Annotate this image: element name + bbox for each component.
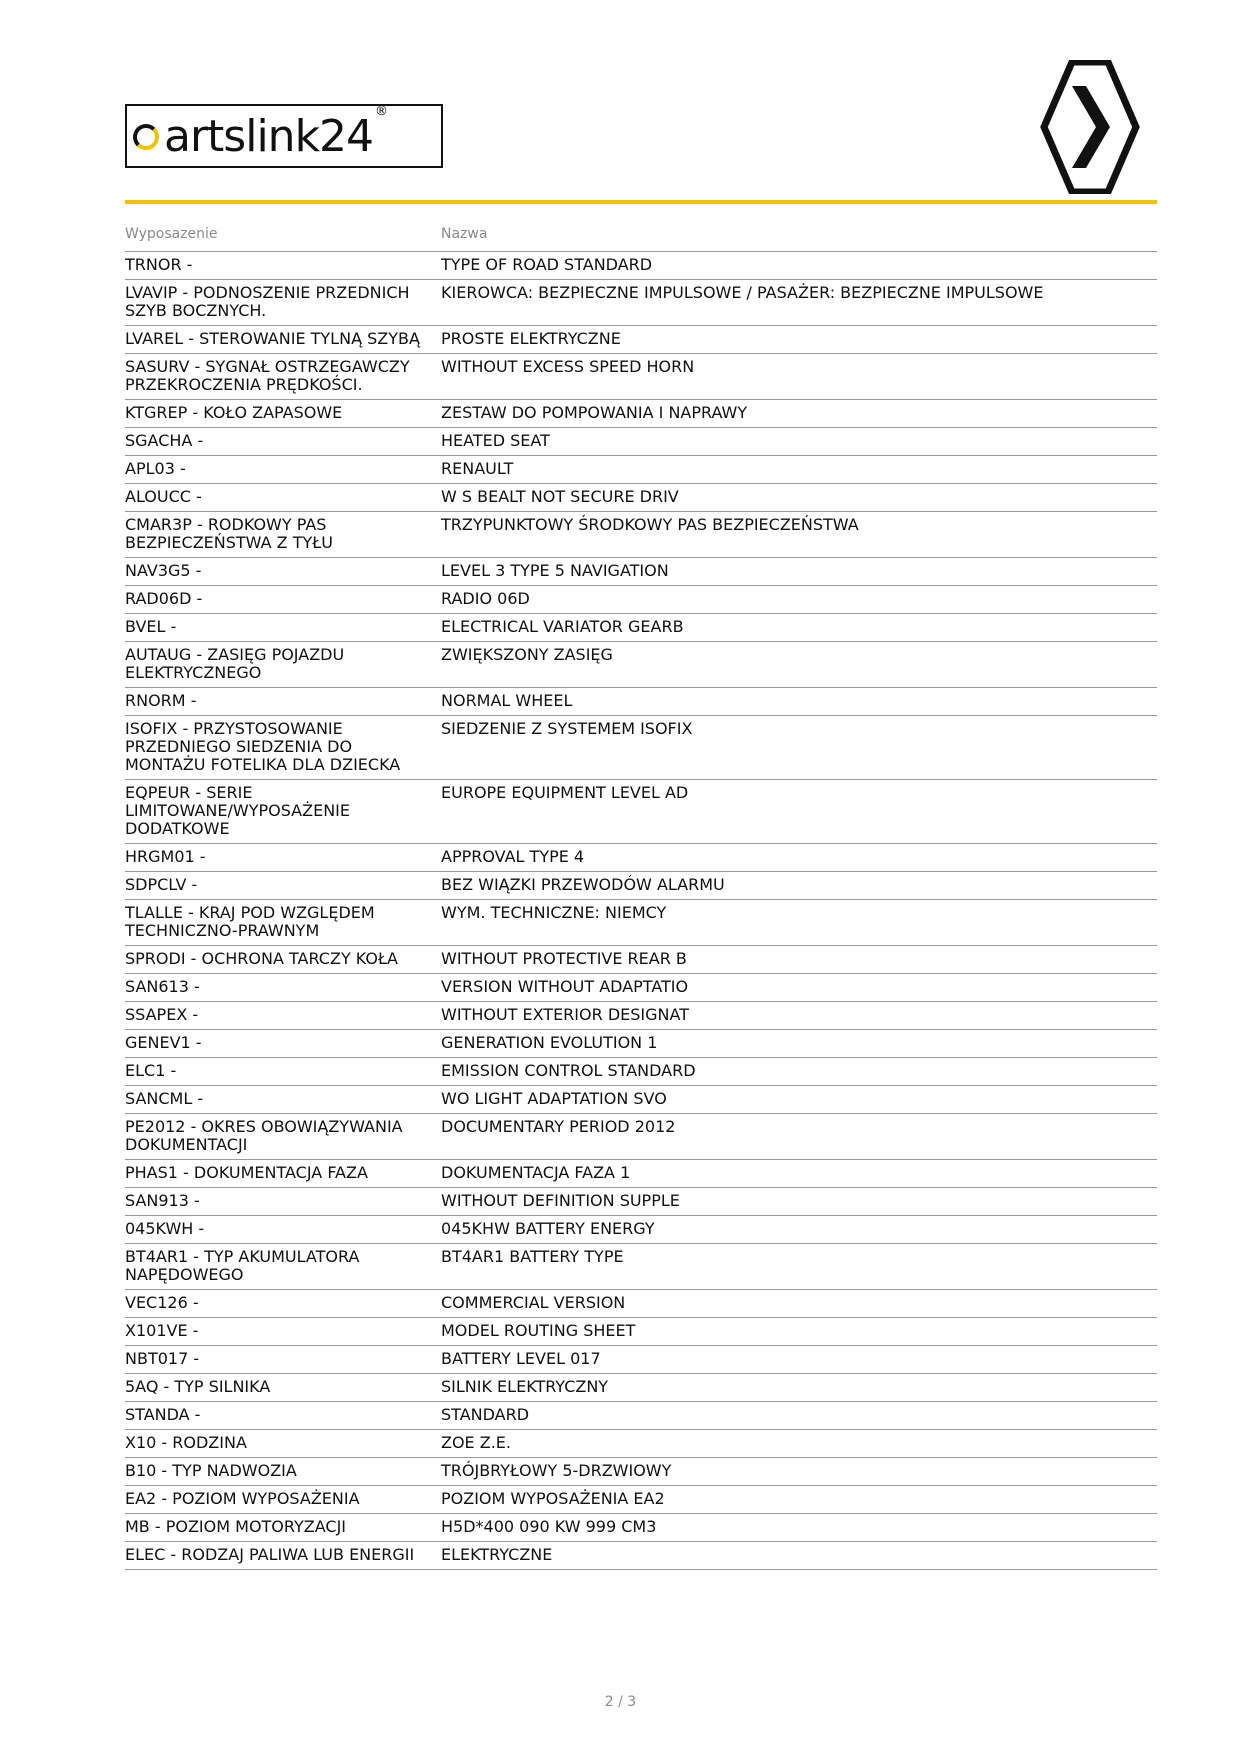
logo-registered-mark: ® — [375, 104, 389, 119]
table-row — [125, 899, 1157, 945]
equipment-name-cell: RADIO 06D — [441, 589, 530, 608]
table-row — [125, 1243, 1157, 1289]
table-row — [125, 1159, 1157, 1187]
equipment-code-cell: ALOUCC - — [125, 487, 202, 506]
table-row — [125, 945, 1157, 973]
equipment-name-cell: WYM. TECHNICZNE: NIEMCY — [441, 903, 667, 922]
equipment-name-cell: ELECTRICAL VARIATOR GEARB — [441, 617, 684, 636]
equipment-name-cell: BATTERY LEVEL 017 — [441, 1349, 601, 1368]
equipment-code-cell: SAN913 - — [125, 1191, 200, 1210]
equipment-name-cell: WITHOUT DEFINITION SUPPLE — [441, 1191, 680, 1210]
equipment-name-cell: MODEL ROUTING SHEET — [441, 1321, 636, 1340]
equipment-name-cell: APPROVAL TYPE 4 — [441, 847, 585, 866]
table-row — [125, 613, 1157, 641]
equipment-name-cell: BEZ WIĄZKI PRZEWODÓW ALARMU — [441, 875, 725, 894]
equipment-code-cell: SASURV - SYGNAŁ OSTRZEGAWCZY PRZEKROCZENIA PRĘDKOŚCI. — [125, 357, 410, 394]
logo-p-mark-icon — [133, 116, 163, 156]
table-row — [125, 1513, 1157, 1541]
equipment-name-cell: POZIOM WYPOSAŻENIA EA2 — [441, 1489, 665, 1508]
equipment-code-cell: SGACHA - — [125, 431, 204, 450]
table-row — [125, 427, 1157, 455]
column-header-equipment: Wyposazenie — [125, 226, 218, 242]
table-row — [125, 973, 1157, 1001]
equipment-name-cell: STANDARD — [441, 1405, 530, 1424]
table-row — [125, 1345, 1157, 1373]
table-row — [125, 399, 1157, 427]
equipment-name-cell: ZESTAW DO POMPOWANIA I NAPRAWY — [441, 403, 748, 422]
table-row — [125, 1485, 1157, 1513]
equipment-code-cell: PE2012 - OKRES OBOWIĄZYWANIA DOKUMENTACJI — [125, 1117, 403, 1154]
table-row — [125, 779, 1157, 843]
equipment-name-cell: BT4AR1 BATTERY TYPE — [441, 1247, 624, 1266]
table-row — [125, 1029, 1157, 1057]
equipment-code-cell: BVEL - — [125, 617, 177, 636]
equipment-name-cell: RENAULT — [441, 459, 514, 478]
table-row — [125, 1215, 1157, 1243]
equipment-name-cell: TYPE OF ROAD STANDARD — [441, 255, 653, 274]
table-row — [125, 1085, 1157, 1113]
equipment-name-cell: SILNIK ELEKTRYCZNY — [441, 1377, 609, 1396]
table-row — [125, 1001, 1157, 1029]
table-row — [125, 715, 1157, 779]
table-row — [125, 325, 1157, 353]
table-row — [125, 279, 1157, 325]
table-row — [125, 1541, 1157, 1569]
equipment-name-cell: H5D*400 090 KW 999 CM3 — [441, 1517, 657, 1536]
equipment-name-cell: GENERATION EVOLUTION 1 — [441, 1033, 658, 1052]
equipment-code-cell: EQPEUR - SERIE LIMITOWANE/WYPOSAŻENIE DODATKOWE — [125, 783, 350, 838]
equipment-code-cell: 045KWH - — [125, 1219, 205, 1238]
table-bottom-border — [125, 1569, 1157, 1570]
table-row — [125, 687, 1157, 715]
equipment-name-cell: WO LIGHT ADAPTATION SVO — [441, 1089, 667, 1108]
equipment-code-cell: PHAS1 - DOKUMENTACJA FAZA — [125, 1163, 368, 1182]
equipment-code-cell: GENEV1 - — [125, 1033, 202, 1052]
partslink24-logo — [125, 104, 443, 168]
equipment-name-cell: WITHOUT EXTERIOR DESIGNAT — [441, 1005, 689, 1024]
page-number: 2 / 3 — [604, 1694, 637, 1710]
equipment-code-cell: RNORM - — [125, 691, 197, 710]
equipment-code-cell: SSAPEX - — [125, 1005, 199, 1024]
equipment-code-cell: KTGREP - KOŁO ZAPASOWE — [125, 403, 343, 422]
table-header — [125, 226, 1157, 251]
equipment-name-cell: SIEDZENIE Z SYSTEMEM ISOFIX — [441, 719, 693, 738]
equipment-name-cell: DOKUMENTACJA FAZA 1 — [441, 1163, 631, 1182]
table-row — [125, 871, 1157, 899]
equipment-code-cell: SANCML - — [125, 1089, 204, 1108]
equipment-code-cell: LVAVIP - PODNOSZENIE PRZEDNICH SZYB BOCZNYCH. — [125, 283, 410, 320]
table-row — [125, 511, 1157, 557]
table-row — [125, 1401, 1157, 1429]
table-row — [125, 585, 1157, 613]
table-row — [125, 251, 1157, 279]
table-row — [125, 641, 1157, 687]
equipment-code-cell: ELEC - RODZAJ PALIWA LUB ENERGII — [125, 1545, 415, 1564]
table-row — [125, 353, 1157, 399]
equipment-code-cell: X101VE - — [125, 1321, 199, 1340]
equipment-code-cell: APL03 - — [125, 459, 186, 478]
equipment-name-cell: KIEROWCA: BEZPIECZNE IMPULSOWE / PASAŻER: BEZPIECZNE IMPULSOWE — [441, 283, 1044, 302]
table-row — [125, 1429, 1157, 1457]
equipment-code-cell: HRGM01 - — [125, 847, 206, 866]
table-row — [125, 1113, 1157, 1159]
equipment-code-cell: SAN613 - — [125, 977, 200, 996]
equipment-code-cell: LVAREL - STEROWANIE TYLNĄ SZYBĄ — [125, 329, 420, 348]
equipment-name-cell: ELEKTRYCZNE — [441, 1545, 553, 1564]
table-row — [125, 483, 1157, 511]
equipment-name-cell: 045KHW BATTERY ENERGY — [441, 1219, 655, 1238]
equipment-code-cell: AUTAUG - ZASIĘG POJAZDU ELEKTRYCZNEGO — [125, 645, 345, 682]
table-row — [125, 557, 1157, 585]
renault-logo-icon — [1040, 60, 1140, 194]
equipment-name-cell: ZWIĘKSZONY ZASIĘG — [441, 645, 613, 664]
equipment-name-cell: HEATED SEAT — [441, 431, 550, 450]
equipment-name-cell: ZOE Z.E. — [441, 1433, 511, 1452]
equipment-code-cell: 5AQ - TYP SILNIKA — [125, 1377, 271, 1396]
equipment-code-cell: MB - POZIOM MOTORYZACJI — [125, 1517, 346, 1536]
equipment-name-cell: EUROPE EQUIPMENT LEVEL AD — [441, 783, 689, 802]
table-row — [125, 1457, 1157, 1485]
equipment-name-cell: TRZYPUNKTOWY ŚRODKOWY PAS BEZPIECZEŃSTWA — [441, 515, 859, 534]
table-row — [125, 1317, 1157, 1345]
equipment-name-cell: PROSTE ELEKTRYCZNE — [441, 329, 621, 348]
equipment-code-cell: EA2 - POZIOM WYPOSAŻENIA — [125, 1489, 360, 1508]
equipment-code-cell: NBT017 - — [125, 1349, 200, 1368]
header-divider — [125, 200, 1157, 204]
equipment-code-cell: VEC126 - — [125, 1293, 199, 1312]
equipment-code-cell: TLALLE - KRAJ POD WZGLĘDEM TECHNICZNO-PRAWNYM — [125, 903, 375, 940]
table-row — [125, 1289, 1157, 1317]
column-header-name: Nazwa — [441, 226, 488, 242]
equipment-name-cell: TRÓJBRYŁOWY 5-DRZWIOWY — [441, 1461, 672, 1480]
table-row — [125, 1373, 1157, 1401]
equipment-code-cell: NAV3G5 - — [125, 561, 202, 580]
equipment-code-cell: B10 - TYP NADWOZIA — [125, 1461, 297, 1480]
table-row — [125, 843, 1157, 871]
equipment-name-cell: DOCUMENTARY PERIOD 2012 — [441, 1117, 676, 1136]
logo-text: artslink24 — [164, 110, 374, 162]
equipment-code-cell: BT4AR1 - TYP AKUMULATORA NAPĘDOWEGO — [125, 1247, 360, 1284]
equipment-name-cell: LEVEL 3 TYPE 5 NAVIGATION — [441, 561, 669, 580]
equipment-code-cell: TRNOR - — [125, 255, 193, 274]
table-row — [125, 1187, 1157, 1215]
equipment-code-cell: ISOFIX - PRZYSTOSOWANIE PRZEDNIEGO SIEDZENIA DO MONTAŻU FOTELIKA DLA DZIECKA — [125, 719, 401, 774]
equipment-code-cell: SDPCLV - — [125, 875, 198, 894]
equipment-code-cell: X10 - RODZINA — [125, 1433, 247, 1452]
equipment-code-cell: RAD06D - — [125, 589, 203, 608]
equipment-name-cell: W S BEALT NOT SECURE DRIV — [441, 487, 679, 506]
equipment-name-cell: VERSION WITHOUT ADAPTATIO — [441, 977, 689, 996]
equipment-code-cell: CMAR3P - RODKOWY PAS BEZPIECZEŃSTWA Z TYŁU — [125, 515, 333, 552]
equipment-code-cell: SPRODI - OCHRONA TARCZY KOŁA — [125, 949, 398, 968]
table-row — [125, 455, 1157, 483]
equipment-name-cell: WITHOUT EXCESS SPEED HORN — [441, 357, 695, 376]
table-row — [125, 1057, 1157, 1085]
equipment-name-cell: NORMAL WHEEL — [441, 691, 573, 710]
table-body — [125, 251, 1157, 1569]
equipment-name-cell: COMMERCIAL VERSION — [441, 1293, 626, 1312]
equipment-code-cell: STANDA - — [125, 1405, 201, 1424]
equipment-name-cell: WITHOUT PROTECTIVE REAR B — [441, 949, 687, 968]
equipment-code-cell: ELC1 - — [125, 1061, 177, 1080]
equipment-table — [125, 226, 1157, 1570]
equipment-name-cell: EMISSION CONTROL STANDARD — [441, 1061, 696, 1080]
